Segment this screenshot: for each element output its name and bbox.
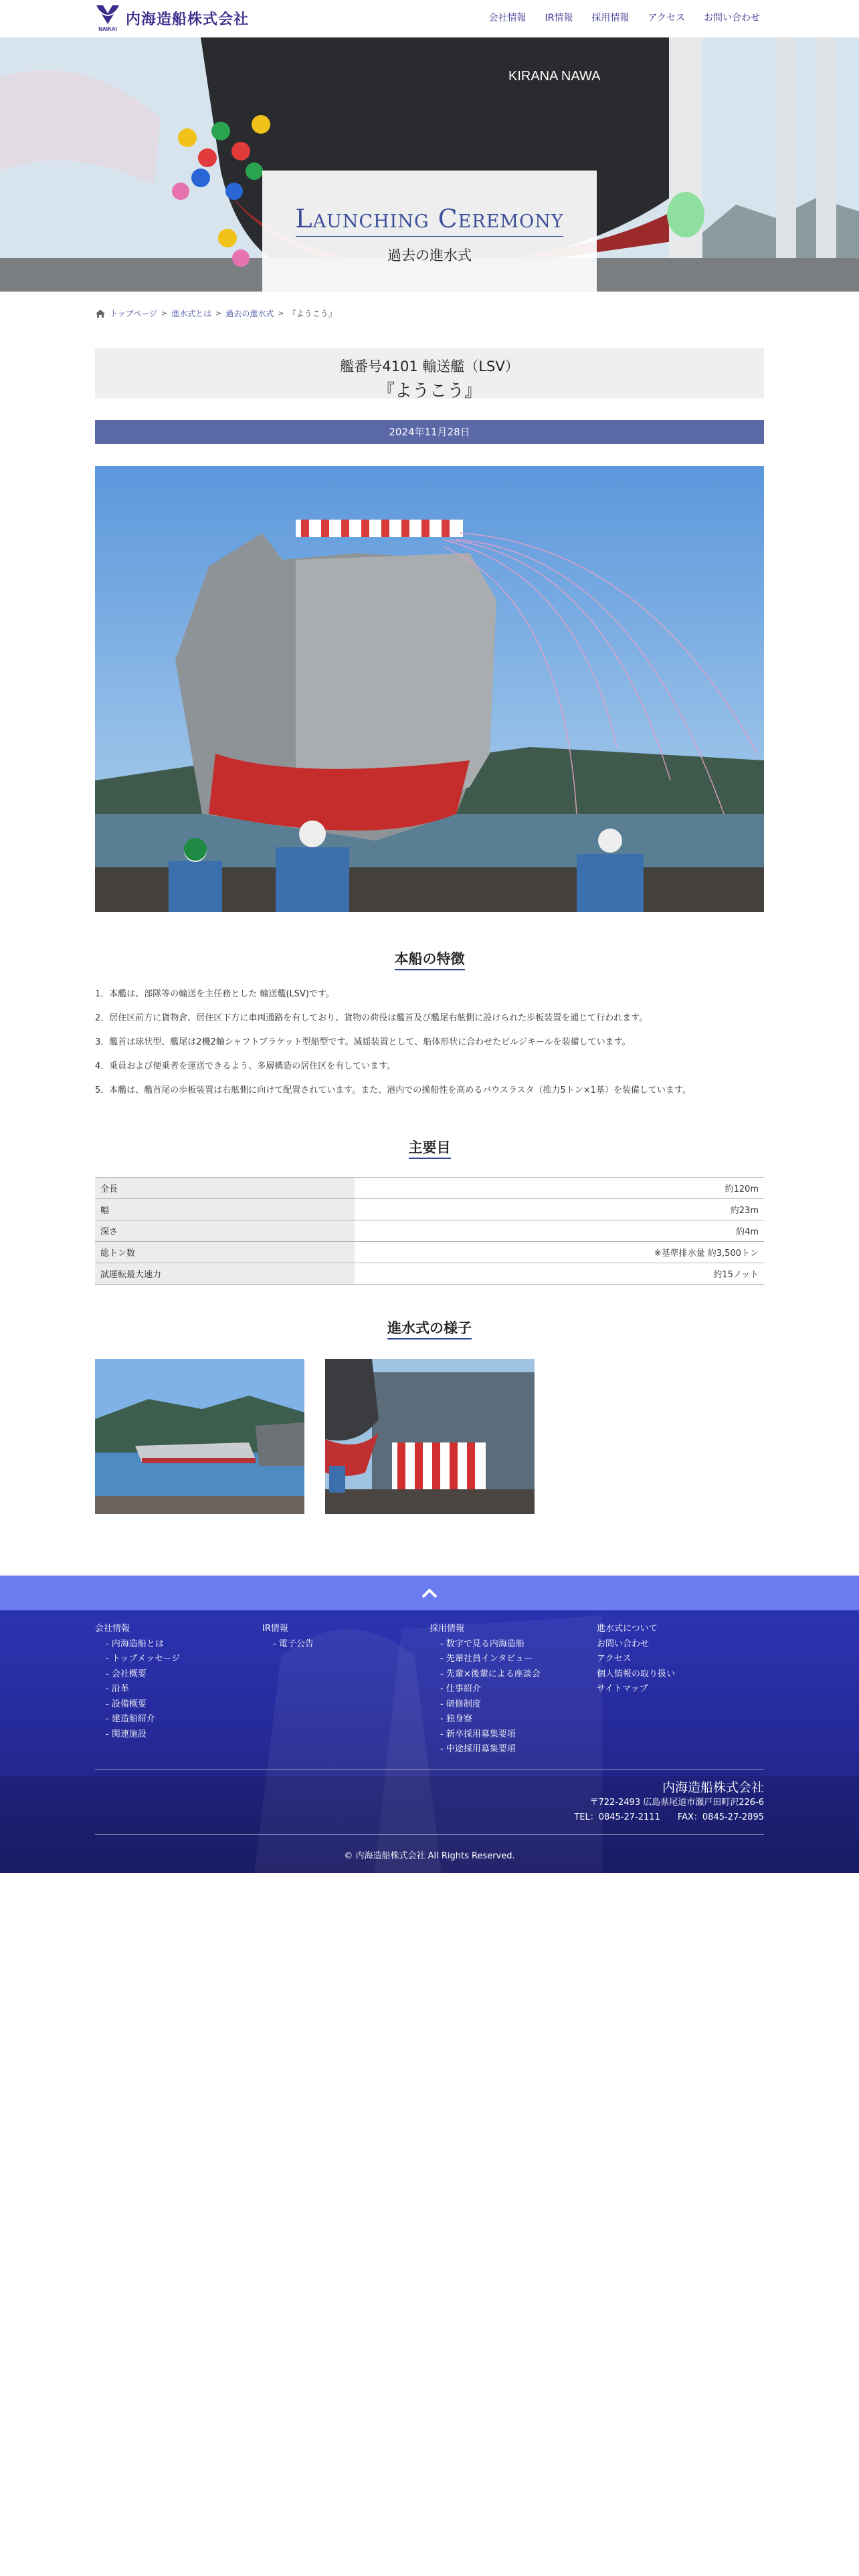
footer-link[interactable]: - 設備概要 bbox=[106, 1699, 147, 1709]
logo-text: 内海造船株式会社 bbox=[126, 11, 250, 28]
hero-title-box bbox=[262, 171, 597, 292]
spec-value: 約120m bbox=[355, 1178, 764, 1199]
breadcrumb-launching-about[interactable]: 進水式とは bbox=[171, 309, 212, 318]
table-row bbox=[95, 1242, 764, 1263]
footer-link[interactable]: - トップメッセージ bbox=[106, 1654, 181, 1664]
footer-link[interactable]: - 中途採用募集要項 bbox=[440, 1744, 516, 1754]
footer-address: 〒722-2493 広島県尾道市瀬戸田町沢226-6 bbox=[589, 1798, 764, 1808]
spec-value: 約15ノット bbox=[355, 1263, 764, 1285]
gallery-heading bbox=[95, 1317, 764, 1339]
footer-link[interactable]: - 建造船紹介 bbox=[106, 1714, 155, 1724]
nav-contact[interactable]: お問い合わせ bbox=[704, 13, 760, 23]
footer-link-privacy[interactable]: 個人情報の取り扱い bbox=[597, 1669, 676, 1679]
feature-item: 5．本艦は、艦首尾の歩板装置は右舷側に向けて配置されています。また、港内での操船性を高めるバウスラスタ（推力5トン×1基）を装備しています。 bbox=[95, 1085, 691, 1095]
feature-item: 2．居住区前方に貨物倉、居住区下方に車両通路を有しており、貨物の荷役は艦首及び艦尾右舷側に設けられた歩板装置を通じて行われます。 bbox=[95, 1013, 648, 1023]
specs-heading bbox=[95, 1137, 764, 1159]
footer-link[interactable]: - 会社概要 bbox=[106, 1669, 147, 1679]
site-header bbox=[0, 0, 859, 37]
launch-date-bar: 2024年11月28日 bbox=[95, 420, 764, 444]
footer-link-access[interactable]: アクセス bbox=[597, 1654, 632, 1664]
main-launch-photo bbox=[95, 466, 764, 912]
spec-label: 総トン数 bbox=[95, 1242, 355, 1263]
footer-link[interactable]: - 内海造船とは bbox=[106, 1638, 164, 1649]
spec-value: 約23m bbox=[355, 1199, 764, 1220]
spec-label: 深さ bbox=[95, 1220, 355, 1242]
table-row bbox=[95, 1220, 764, 1242]
site-footer bbox=[0, 1576, 859, 1873]
hero-title: Launching Ceremony bbox=[295, 204, 564, 233]
ship-title-box bbox=[95, 348, 764, 399]
footer-link[interactable]: - 電子公告 bbox=[273, 1638, 314, 1649]
footer-link[interactable]: - 関連施設 bbox=[106, 1729, 147, 1739]
site-logo[interactable] bbox=[95, 4, 249, 32]
feature-item: 3．艦首は球状型、艦尾は2機2軸シャフトブラケット型船型です。減揺装置として、船体形状に合わせたビルジキールを装備しています。 bbox=[95, 1037, 631, 1047]
table-row bbox=[95, 1178, 764, 1199]
page-top-button[interactable] bbox=[0, 1576, 859, 1610]
spec-label: 全長 bbox=[95, 1178, 355, 1199]
footer-company-info bbox=[574, 1778, 764, 1825]
nav-access[interactable]: アクセス bbox=[648, 13, 685, 23]
features-heading bbox=[95, 948, 764, 970]
footer-link[interactable]: - 先輩社員インタビュー bbox=[440, 1654, 533, 1664]
chevron-up-icon bbox=[421, 1586, 438, 1600]
ship-title-number: 艦番号4101 輸送艦（LSV） bbox=[340, 358, 519, 374]
copyright: © 内海造船株式会社 All Rights Reserved. bbox=[344, 1851, 515, 1861]
breadcrumb bbox=[95, 308, 337, 319]
breadcrumb-separator: > bbox=[161, 309, 168, 318]
hero-ship-name: KIRANA NAWA bbox=[508, 69, 601, 84]
footer-link-recruit[interactable]: 採用情報 bbox=[430, 1624, 465, 1634]
footer-col-recruit bbox=[430, 1622, 541, 1757]
launch-photo-image bbox=[95, 466, 764, 912]
feature-item: 4．乗員および便乗者を運送できるよう、多層構造の居住区を有しています。 bbox=[95, 1061, 396, 1071]
footer-col-misc bbox=[597, 1622, 675, 1697]
hero-title-underline bbox=[296, 236, 563, 237]
nav-ir[interactable]: IR情報 bbox=[545, 13, 573, 23]
spec-label: 幅 bbox=[95, 1199, 355, 1220]
nav-recruit[interactable]: 採用情報 bbox=[591, 13, 630, 23]
breadcrumb-separator: > bbox=[215, 309, 222, 318]
breadcrumb-current: 『ようこう』 bbox=[288, 309, 337, 318]
footer-company-name: 内海造船株式会社 bbox=[662, 1780, 764, 1795]
gallery-photo-sea bbox=[95, 1359, 304, 1514]
table-row bbox=[95, 1199, 764, 1220]
gallery-thumbnail[interactable] bbox=[325, 1359, 535, 1514]
footer-link-company[interactable]: 会社情報 bbox=[95, 1624, 130, 1634]
global-nav bbox=[489, 11, 760, 24]
spec-value: 約4m bbox=[355, 1220, 764, 1242]
footer-link-ir[interactable]: IR情報 bbox=[262, 1624, 288, 1634]
footer-link[interactable]: - 仕事紹介 bbox=[440, 1684, 481, 1694]
table-row bbox=[95, 1263, 764, 1285]
gallery-thumbnail[interactable] bbox=[95, 1359, 304, 1514]
nav-company[interactable]: 会社情報 bbox=[488, 13, 527, 23]
features-heading-text: 本船の特徴 bbox=[395, 948, 465, 970]
spec-value: ※基準排水量 約3,500トン bbox=[355, 1242, 764, 1263]
footer-col-ir bbox=[262, 1622, 314, 1652]
ship-title-name: 『ようこう』 bbox=[377, 381, 482, 401]
hero-banner bbox=[0, 37, 859, 292]
footer-link-sitemap[interactable]: サイトマップ bbox=[597, 1684, 648, 1694]
spec-label: 試運転最大速力 bbox=[95, 1263, 355, 1285]
breadcrumb-separator: > bbox=[278, 309, 284, 318]
hero-subtitle: 過去の進水式 bbox=[387, 247, 472, 263]
logo-sub: NAIKAI bbox=[98, 26, 117, 32]
specs-heading-text: 主要目 bbox=[409, 1137, 451, 1159]
footer-link[interactable]: - 新卒採用募集要項 bbox=[440, 1729, 516, 1739]
feature-item: 1．本艦は、部隊等の輸送を主任務とした 輸送艦(LSV)です。 bbox=[95, 989, 335, 999]
footer-col-company bbox=[95, 1622, 180, 1742]
footer-link[interactable]: - 沿革 bbox=[106, 1684, 129, 1694]
breadcrumb-past-launchings[interactable]: 過去の進水式 bbox=[225, 309, 274, 318]
footer-link[interactable]: - 先輩×後輩による座談会 bbox=[440, 1669, 541, 1679]
specs-table bbox=[95, 1177, 764, 1285]
footer-link-contact[interactable]: お問い合わせ bbox=[597, 1638, 650, 1649]
footer-link[interactable]: - 独身寮 bbox=[440, 1714, 472, 1724]
footer-link[interactable]: - 数字で見る内海造船 bbox=[440, 1638, 524, 1649]
features-list bbox=[95, 988, 764, 1109]
gallery-heading-text: 進水式の様子 bbox=[387, 1317, 472, 1339]
footer-divider bbox=[95, 1834, 764, 1835]
naikai-logo-icon bbox=[95, 4, 120, 32]
footer-tel-fax: TEL：0845-27-2111 FAX：0845-27-2895 bbox=[574, 1812, 764, 1822]
home-icon bbox=[95, 309, 106, 318]
footer-link[interactable]: - 研修制度 bbox=[440, 1699, 481, 1709]
breadcrumb-home[interactable]: トップページ bbox=[110, 309, 157, 318]
footer-link-launching[interactable]: 進水式について bbox=[597, 1624, 658, 1634]
gallery-photo-ceremony bbox=[325, 1359, 535, 1514]
